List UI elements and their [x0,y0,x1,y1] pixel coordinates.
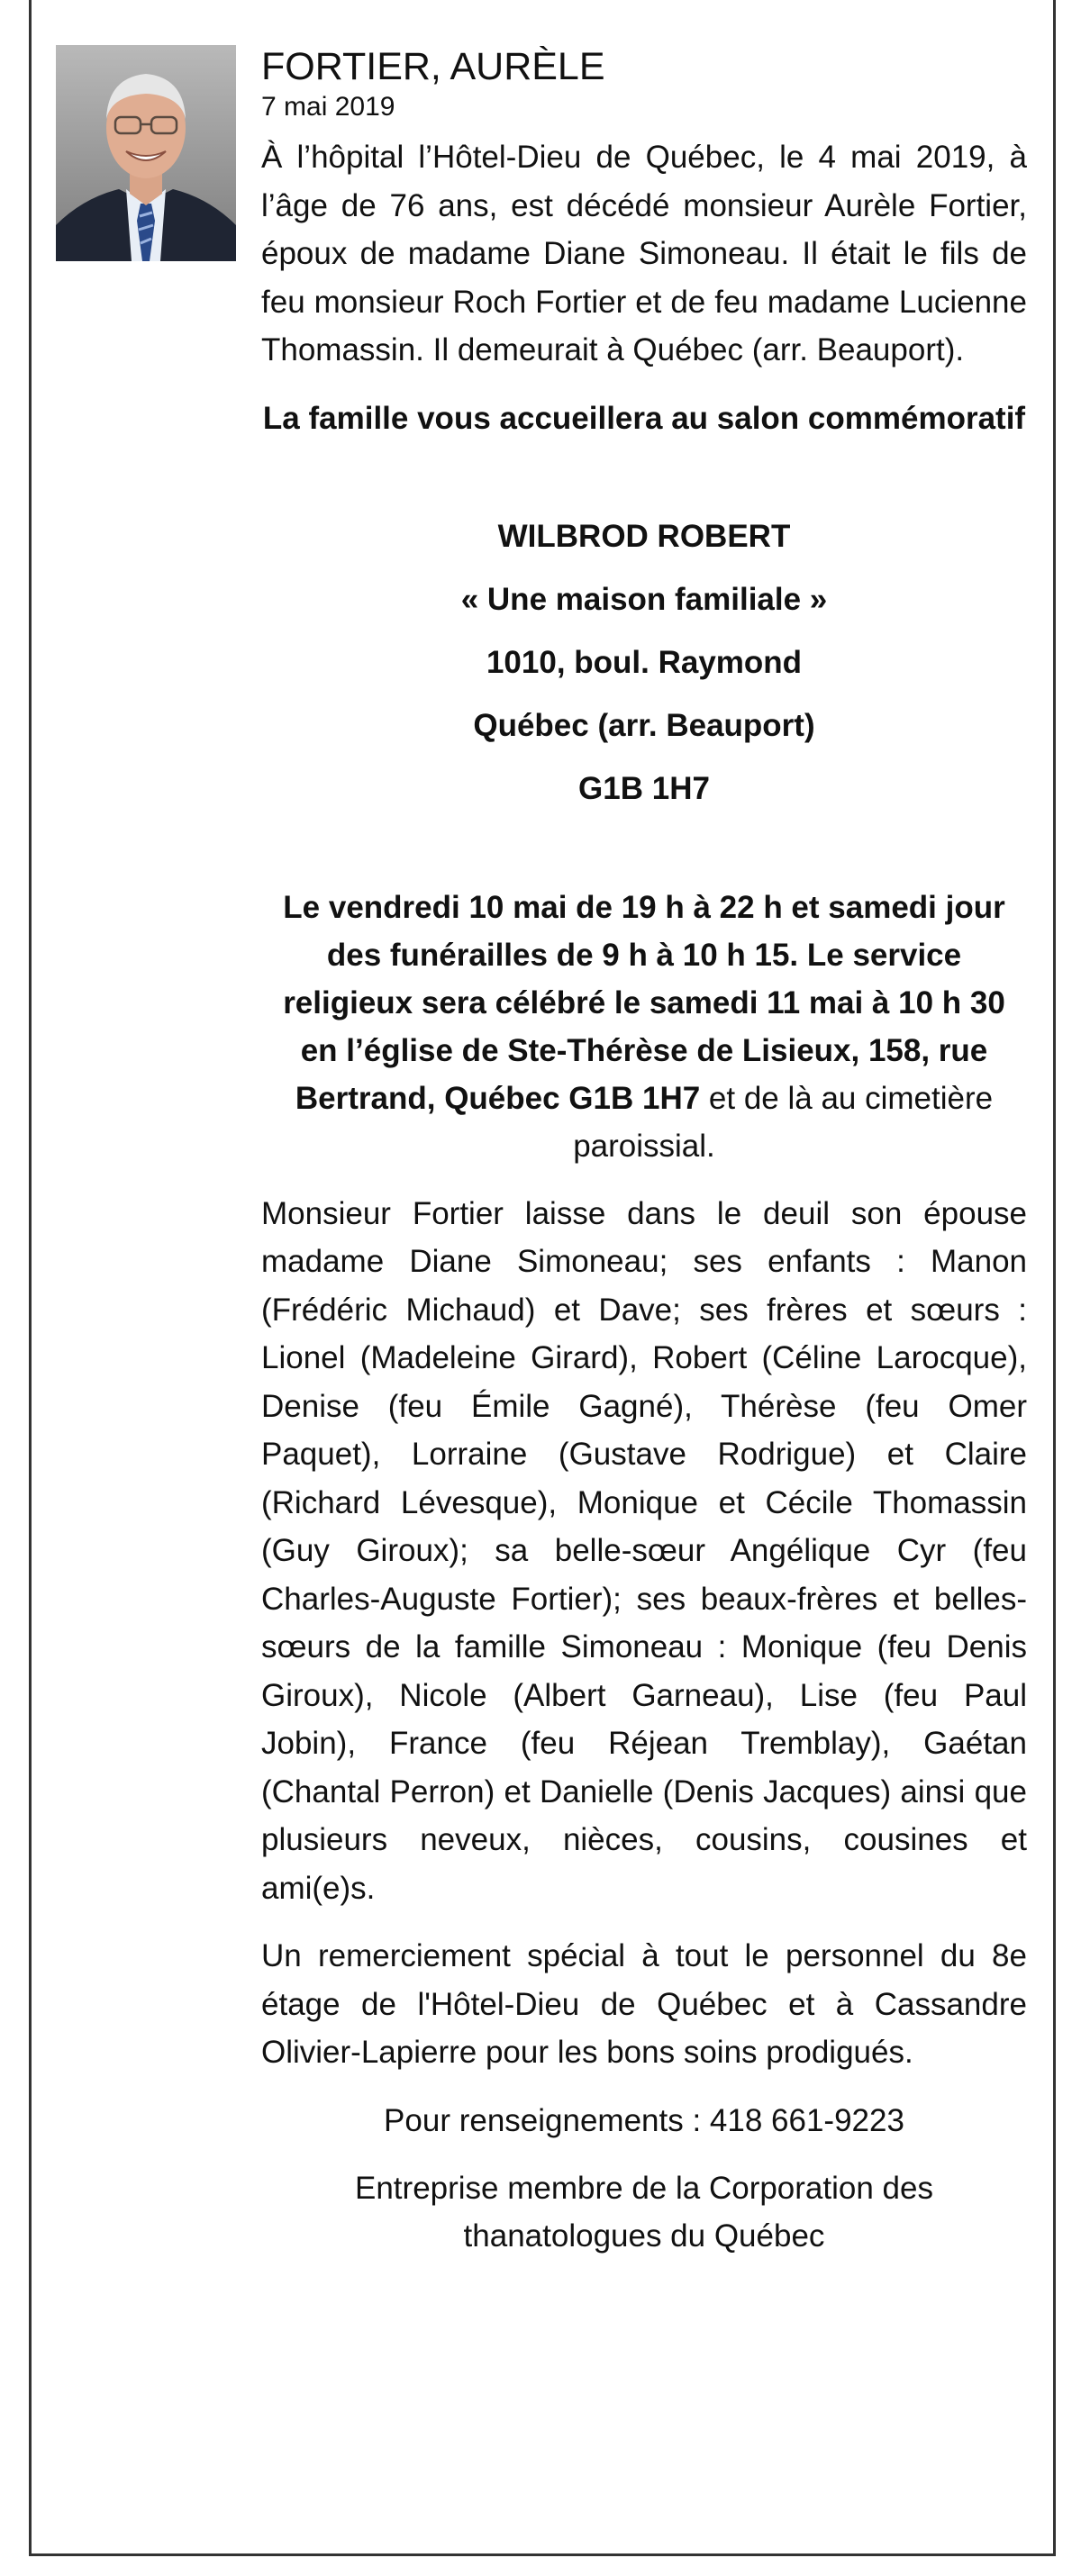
family-paragraph: Monsieur Fortier laisse dans le deuil son épouse madame Diane Simoneau; ses enfants : Manon (Frédéric Michaud) et Dave; ses frères et sœurs : Lionel (Madeleine Girard), Robert (Céline Larocque), Denise (feu Émile Gagné), Thérèse (feu Omer Paquet), Lorraine (Gustave Rodrigue) et Claire (Richard Lévesque), Monique et Cécile Thomassin (Guy Giroux); sa belle-sœur Angélique Cyr (feu Charles-Auguste Fortier); ses beaux-frères et belles-sœurs de la famille Simoneau : Monique (feu Denis Giroux), Nicole (Albert Garneau), Lise (feu Paul Jobin), France (feu Réjean Tremblay), Gaétan (Chantal Perron) et Danielle (Denis Jacques) ainsi que plusieurs neveux, nièces, cousins, cousines et ami(e)s. [261,1195,1027,1906]
obituary-content [261,43,1027,2260]
publication-date: 7 mai 2019 [261,92,395,122]
contact-info: Pour renseignements : 418 661-9223 [384,2102,904,2138]
deceased-name: FORTIER, AURÈLE [261,45,605,88]
portrait-photo [56,45,236,261]
membership-note: Entreprise membre de la Corporation des thanatologues du Québec [355,2170,933,2254]
funeral-home-name: WILBROD ROBERT [497,518,791,554]
funeral-home-postal-code: G1B 1H7 [578,770,710,806]
funeral-home-address: 1010, boul. Raymond [486,644,803,680]
portrait-image [56,45,236,261]
funeral-home-tagline: « Une maison familiale » [460,581,828,617]
thanks-paragraph: Un remerciement spécial à tout le personnel du 8e étage de l'Hôtel-Dieu de Québec et à Cassandre Olivier-Lapierre pour les bons soins prodigués. [261,1938,1027,2070]
schedule-details: Le vendredi 10 mai de 19 h à 22 h et samedi jour des funérailles de 9 h à 10 h 15. Le service religieux sera célébré le samedi 11 mai à 10 h 30 en l’église de Ste-Thérèse de Lisieux, 158, rue Bertrand, Québec G1B 1H7 [283,889,1005,1116]
funeral-home-city: Québec (arr. Beauport) [473,707,815,743]
reception-heading: La famille vous accueillera au salon commémoratif [262,400,1026,436]
schedule-cemetery: et de là au cimetière paroissial. [573,1080,994,1164]
schedule-paragraph [261,884,1027,1170]
intro-paragraph: À l’hôpital l’Hôtel-Dieu de Québec, le 4 mai 2019, à l’âge de 76 ans, est décédé monsieur Aurèle Fortier, époux de madame Diane Simoneau. Il était le fils de feu monsieur Roch Fortier et de feu madame Lucienne Thomassin. Il demeurait à Québec (arr. Beauport). [261,140,1027,367]
